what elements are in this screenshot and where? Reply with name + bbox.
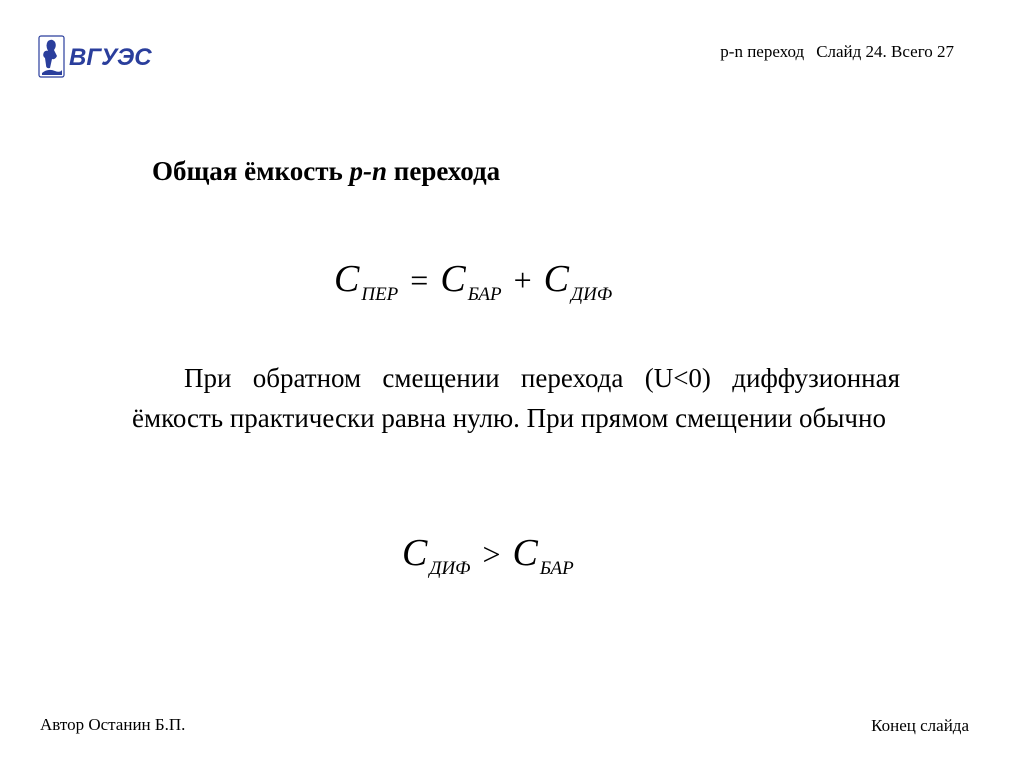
formula-2-rhs-symbol: C [512, 532, 538, 574]
formula-1-equals: = [410, 262, 429, 298]
formula-2-rhs-subscript: БАР [539, 558, 574, 579]
title-emphasis: p-n [349, 156, 388, 186]
topic-label: p-n переход [720, 42, 805, 61]
formula-2-greater-than: > [482, 536, 501, 572]
formula-1-term2-subscript: ДИФ [571, 284, 613, 305]
formula-1-term2-symbol: C [543, 258, 570, 300]
title-suffix: перехода [387, 156, 501, 186]
title-prefix: Общая ёмкость [152, 156, 350, 186]
university-logo [38, 33, 158, 79]
formula-2-lhs-subscript: ДИФ [429, 558, 471, 579]
formula-1-lhs-symbol: C [334, 258, 360, 300]
formula-1-lhs-subscript: ПЕР [361, 284, 399, 305]
formula-1-term1-symbol: C [440, 258, 466, 300]
author-footer: Автор Останин Б.П. [40, 715, 186, 734]
end-slide-link[interactable]: Конец слайда [871, 716, 969, 735]
formula-2-lhs-symbol: C [402, 532, 428, 574]
slide-header-info [720, 42, 954, 62]
logo-text: ВГУЭС [69, 44, 152, 71]
page-title [152, 156, 500, 187]
body-paragraph: При обратном смещении перехода (U<0) диффузионная ёмкость практически равна нулю. При прямом смещении обычно [132, 363, 900, 433]
total-capacitance-formula [334, 260, 612, 306]
formula-1-term1-subscript: БАР [467, 284, 502, 305]
slide-counter: Слайд 24. Всего 27 [816, 42, 954, 61]
formula-1-plus: + [513, 262, 532, 298]
capacitance-comparison-formula [402, 534, 574, 580]
logo-emblem-icon [38, 33, 158, 79]
